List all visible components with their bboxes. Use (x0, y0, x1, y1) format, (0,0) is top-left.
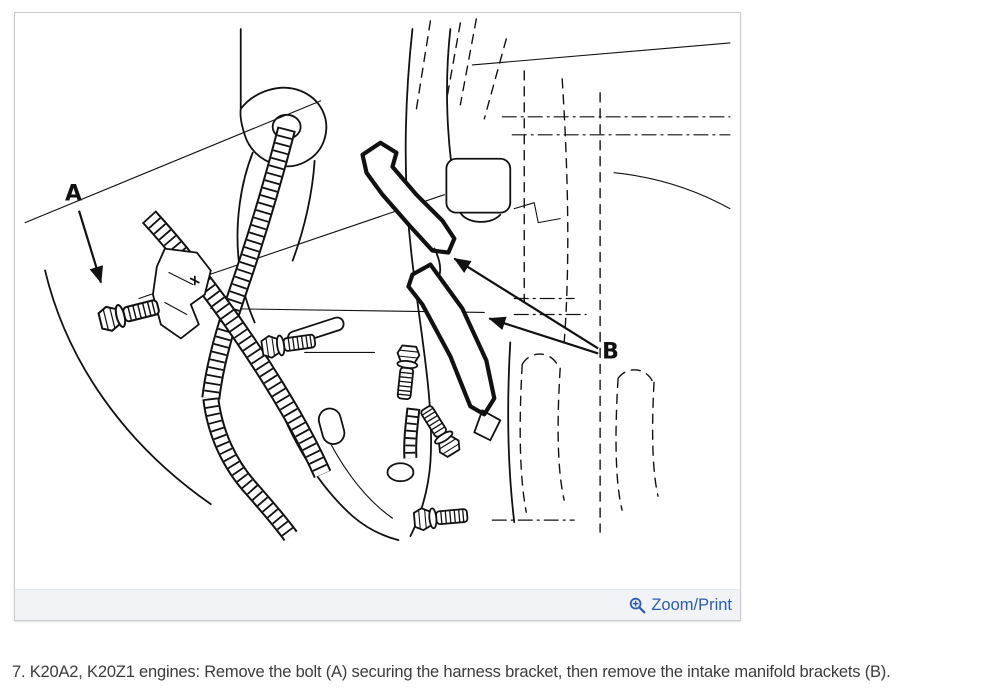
bolt-a (97, 295, 160, 333)
zoom-magnifier-icon (629, 597, 646, 614)
label-b: B (602, 339, 619, 365)
harness-bracket (153, 249, 211, 339)
callout-a (65, 182, 101, 283)
zoom-print-link[interactable] (629, 596, 732, 615)
figure-footer (15, 589, 740, 620)
figure-canvas (15, 13, 740, 589)
figure-panel (14, 12, 741, 621)
bolt-stud (393, 345, 420, 400)
bolt-bottom (414, 504, 469, 530)
engine-diagram (15, 13, 740, 589)
arrow-a (79, 211, 101, 283)
label-a: A (65, 181, 83, 207)
zoom-print-label: Zoom/Print (651, 595, 732, 614)
bolt-angled (416, 402, 463, 459)
arrow-b-lower (489, 318, 598, 353)
engine-outline (25, 19, 730, 540)
step-caption: 7. K20A2, K20Z1 engines: Remove the bolt (A) securing the harness bracket, then remove the intake manifold brackets (B). (12, 662, 891, 681)
intake-manifold-bracket-upper (363, 143, 455, 286)
